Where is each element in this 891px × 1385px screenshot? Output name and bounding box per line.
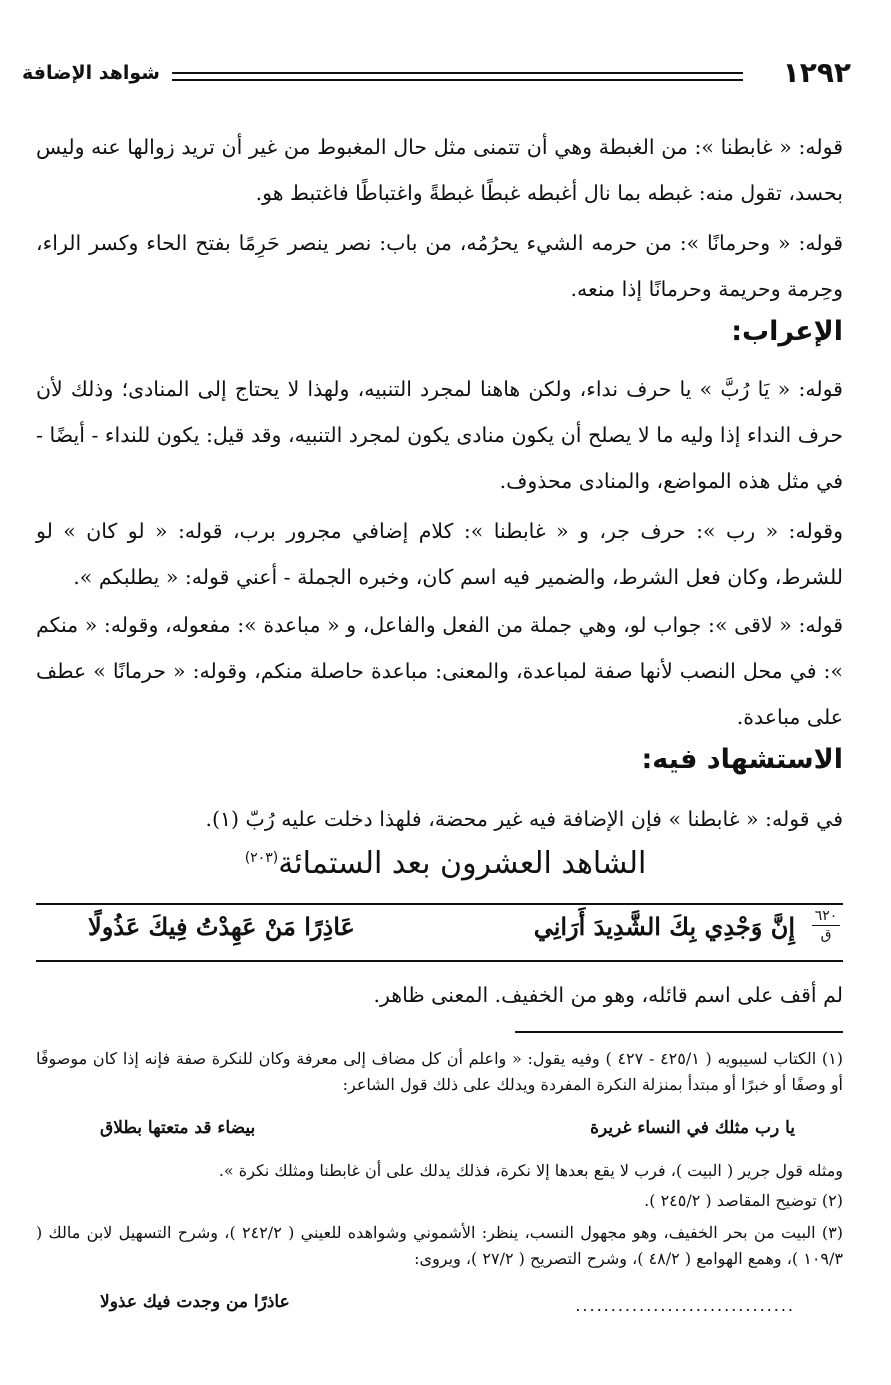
verse-number-bar bbox=[812, 925, 840, 926]
heading-istishhad: الاستشهاد فيه: bbox=[641, 744, 843, 775]
footnote-1-continuation: ومثله قول جرير ( البيت )، فرب لا يقع بعدها إلا نكرة، فذلك يدلك على أن غابطنا ومثلك نكرة ». bbox=[218, 1161, 843, 1180]
witness-title-text: الشاهد العشرون بعد الستمائة bbox=[278, 846, 647, 881]
running-title: شواهد الإضافة bbox=[22, 62, 160, 84]
verse-number-label: ق bbox=[820, 927, 832, 943]
verse-number bbox=[809, 908, 843, 943]
footnote-3: (٣) البيت من بحر الخفيف، وهو مجهول النسب، ينظر: الأشموني وشواهده للعيني ( ٢٤٢/٢ )، وشرح التسهيل لابن مالك ( ١٠٩/٣ )، وهمع الهوامع ( ٤٨/٢ )، وشرح التصريح ( ٢٧/٢ )، ويروى: bbox=[36, 1223, 844, 1268]
paragraph-ya-rubba: قوله: « يَا رُبَّ » يا حرف نداء، ولكن هاهنا لمجرد التنبيه، ولهذا لا يحتاج إلى المنادى؛ وذلك لأن حرف النداء إذا وليه ما لا يصلح أن يكون منادى يكون لمجرد التنبيه، وقد قيل: يكون للنداء - أيضًا - في مثل هذه المواضع، والمنادى محذوف. bbox=[36, 377, 843, 493]
footnote-1-verse-first: يا رب مثلك في النساء غريرة bbox=[590, 1118, 795, 1138]
verse-bottom-rule bbox=[36, 960, 843, 962]
footnote-1: (١) الكتاب لسيبويه ( ٤٢٥/١ - ٤٢٧ ) وفيه يقول: « واعلم أن كل مضاف إلى معرفة وكان للنكرة صفة فإنه إذا كان موصوفًا أو وصفًا أو خبرًا أو مبتدأ بمنزلة النكرة المفردة ويدلك على ذلك قول الشاعر: bbox=[36, 1049, 844, 1094]
verse-number-value: ٦٢٠ bbox=[814, 908, 838, 924]
heading-irab: الإعراب: bbox=[731, 316, 843, 347]
verse-top-rule bbox=[36, 903, 843, 905]
footnote-2: (٢) توضيح المقاصد ( ٢٤٥/٢ ). bbox=[644, 1191, 843, 1210]
paragraph-meaning: لم أقف على اسم قائله، وهو من الخفيف. المعنى ظاهر. bbox=[373, 983, 843, 1007]
page-header bbox=[22, 56, 851, 96]
page-number: ١٢٩٢ bbox=[782, 56, 851, 89]
paragraph-ghabitna: قوله: « غابطنا »: من الغبطة وهي أن تتمنى مثل حال المغبوط من غير أن تريد زوالها عنه وليس بحسد، تقول منه: غبطه بما نال أغبطه غبطًا غبطةً واغتباطًا فاغتبط هو. bbox=[36, 135, 844, 205]
witness-footnote-ref: (٢٠٣) bbox=[244, 850, 279, 866]
footnote-3-ellipsis: ............................... bbox=[575, 1296, 795, 1315]
paragraph-laqa: قوله: « لاقى »: جواب لو، وهي جملة من الفعل والفاعل، و « مباعدة »: مفعوله، وقوله: « منكم »: في محل النصب لأنها صفة لمباعدة، والمعنى: مباعدة حاصلة منكم، وقوله: « حرمانًا » عطف على مباعدة. bbox=[36, 613, 843, 729]
verse-second-hemistich: عَاذِرًا مَنْ عَهِدْتُ فِيكَ عَذُولًا bbox=[88, 912, 355, 941]
footnote-divider bbox=[515, 1031, 843, 1033]
paragraph-hirmanan: قوله: « وحرمانًا »: من حرمه الشيء يحرُمُه، من باب: نصر ينصر حَرِمًا بفتح الحاء وكسر الراء، وحِرمة وحريمة وحرمانًا إذا منعه. bbox=[36, 231, 843, 301]
footnote-1-verse-second: بيضاء قد متعتها بطلاق bbox=[100, 1118, 256, 1138]
paragraph-rubba: وقوله: « رب »: حرف جر، و « غابطنا »: كلام إضافي مجرور برب، قوله: « لو كان » لو للشرط، وكان فعل الشرط، والضمير فيه اسم كان، وخبره الجملة - أعني قوله: « يطلبكم ». bbox=[36, 519, 843, 589]
witness-title bbox=[0, 846, 891, 881]
verse-first-hemistich: إِنَّ وَجْدِي بِكَ الشَّدِيدَ أَرَانِي bbox=[533, 912, 795, 941]
header-double-rule bbox=[172, 72, 743, 81]
footnote-3-variant: عاذرًا من وجدت فيك عذولا bbox=[100, 1292, 290, 1312]
paragraph-evidence: في قوله: « غابطنا » فإن الإضافة فيه غير محضة، فلهذا دخلت عليه رُبّ (١). bbox=[205, 807, 843, 831]
